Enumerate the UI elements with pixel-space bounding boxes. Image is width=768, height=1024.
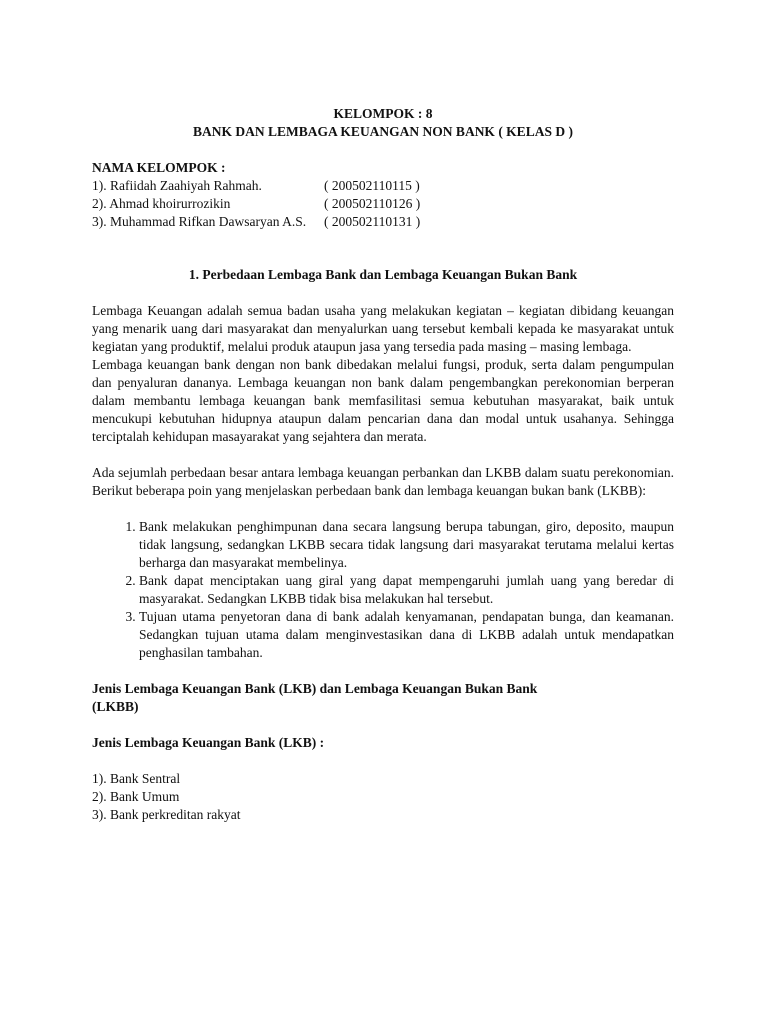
list-item: 2). Bank Umum bbox=[92, 789, 180, 804]
list-item: 3. Tujuan utama penyetoran dana di bank adalah kenyamanan, pendapatan bunga, dan keamanan. Sedangkan tujuan utama dalam menginvestasikan dana di LKBB adalah untuk mendapatkan penghasilan tambahan. bbox=[139, 608, 674, 662]
paragraph-difference: Lembaga keuangan bank dengan non bank dibedakan melalui fungsi, produk, serta dalam pengumpulan dan penyaluran dananya. Lembaga keuangan non bank dalam pengembangkan perekonomian berperan dalam membantu lembaga keuangan bank memfasilitasi semua kebutuhan masyarakat, baik untuk mencukupi kebutuhan hidupnya ataupun dalam pencarian dana dan modal untuk usahanya. Sehingga terciptalah kehidupan masayarakat yang sejahtera dan merata. bbox=[92, 357, 674, 444]
paragraph-definition: Lembaga Keuangan adalah semua badan usaha yang melakukan kegiatan – kegiatan dibidang keuangan yang menarik uang dari masyarakat dan menyalurkan uang tersebut kembali kepada ke masyarakat untuk kegiatan yang produktif, melalui produk ataupun jasa yang tersedia pada masing – masing lembaga. bbox=[92, 303, 674, 354]
member-name: 2). Ahmad khoirurrozikin bbox=[92, 196, 231, 211]
member-row bbox=[92, 213, 674, 231]
member-row bbox=[92, 195, 674, 213]
member-name: 1). Rafiidah Zaahiyah Rahmah. bbox=[92, 178, 262, 193]
difference-list bbox=[92, 518, 674, 662]
document-content bbox=[92, 105, 674, 824]
paragraph-intro-points: Ada sejumlah perbedaan besar antara lembaga keuangan perbankan dan LKBB dalam suatu perekonomian. Berikut beberapa poin yang menjelaskan perbedaan bank dan lembaga keuangan bukan bank (LKBB): bbox=[92, 465, 674, 498]
member-name: 3). Muhammad Rifkan Dawsaryan A.S. bbox=[92, 214, 307, 229]
members-title: NAMA KELOMPOK : bbox=[92, 160, 226, 175]
member-id: ( 200502110115 ) bbox=[324, 178, 420, 193]
section-title: 1. Perbedaan Lembaga Bank dan Lembaga Keuangan Bukan Bank bbox=[188, 267, 578, 282]
member-row bbox=[92, 177, 674, 195]
list-item: 1. Bank melakukan penghimpunan dana secara langsung berupa tabungan, giro, deposito, maupun tidak langsung, sedangkan LKBB secara tidak langsung dari masyarakat terutama melalui kertas berharga dan masyarakat membelinya. bbox=[139, 518, 674, 572]
lkb-list bbox=[92, 770, 674, 824]
types-heading bbox=[92, 680, 674, 716]
list-item: 1). Bank Sentral bbox=[92, 771, 181, 786]
types-heading-line1: Jenis Lembaga Keuangan Bank (LKB) dan Lembaga Keuangan Bukan Bank bbox=[92, 681, 538, 696]
list-item: 2. Bank dapat menciptakan uang giral yang dapat mempengaruhi jumlah uang yang beredar di masyarakat. Sedangkan LKBB tidak bisa melakukan hal tersebut. bbox=[139, 572, 674, 608]
list-item: 3). Bank perkreditan rakyat bbox=[92, 807, 241, 822]
group-number: KELOMPOK : 8 bbox=[333, 106, 433, 121]
lkb-heading: Jenis Lembaga Keuangan Bank (LKB) : bbox=[92, 735, 325, 750]
member-id: ( 200502110126 ) bbox=[324, 196, 421, 211]
course-title: BANK DAN LEMBAGA KEUANGAN NON BANK ( KELAS D ) bbox=[193, 124, 573, 139]
types-heading-line2: (LKBB) bbox=[92, 699, 139, 714]
member-id: ( 200502110131 ) bbox=[324, 214, 421, 229]
